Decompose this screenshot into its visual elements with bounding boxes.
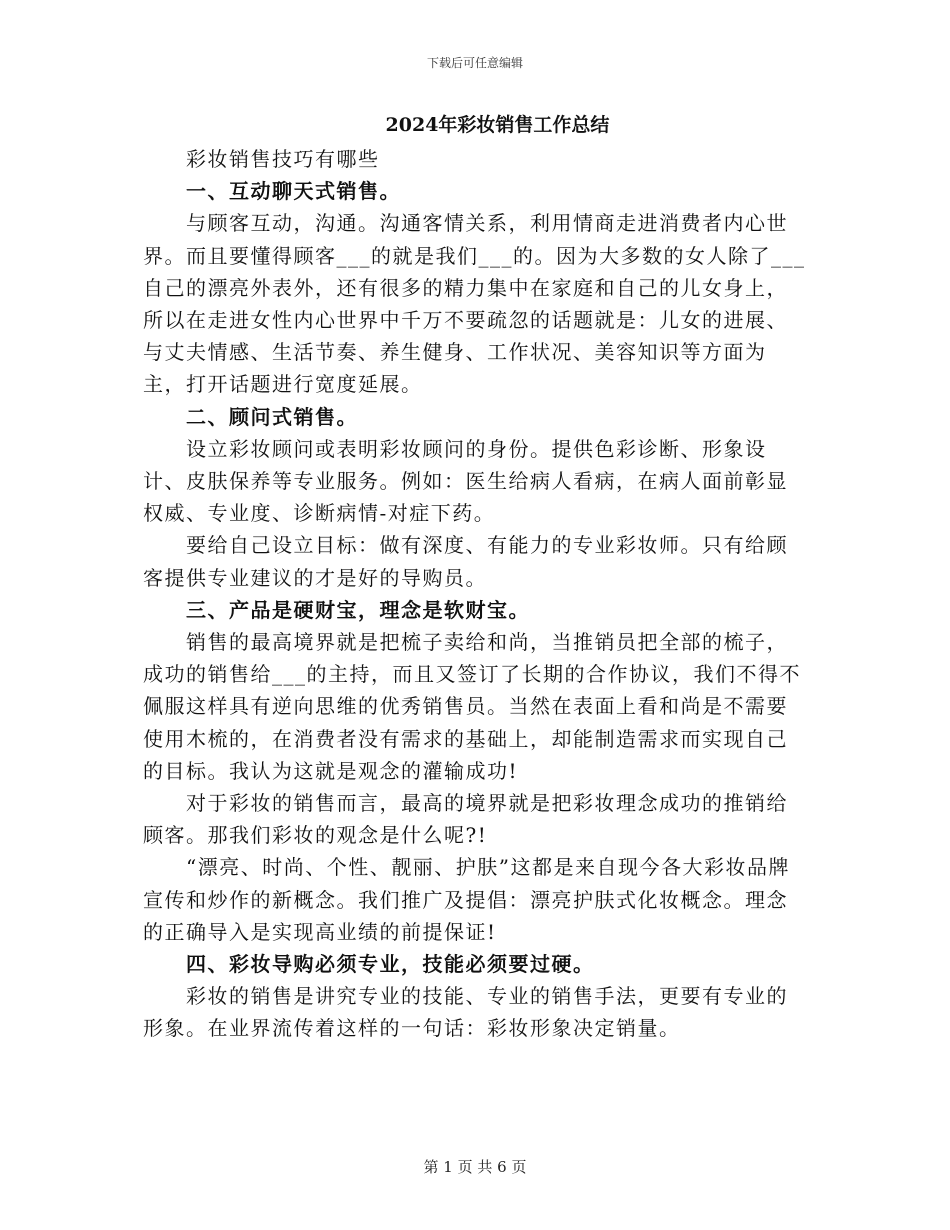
document-title: 2024年彩妆销售工作总结 (385, 114, 610, 136)
paragraph-intro: 彩妆销售技巧有哪些 (186, 147, 380, 171)
document-body (143, 143, 808, 1045)
page-footer: 第 1 页 共 6 页 (423, 1158, 527, 1176)
paragraph: 设立彩妆顾问或表明彩妆顾问的身份。提供色彩诊断、形象设计、皮肤保养等专业服务。例如：医生给病人看病，在病人面前彰显权威、专业度、诊断病情-对症下药。 (143, 436, 788, 526)
paragraph: 销售的最高境界就是把梳子卖给和尚，当推销员把全部的梳子，成功的销售给___的主持，而且又签订了长期的合作协议，我们不得不佩服这样具有逆向思维的优秀销售员。当然在表面上看和尚是不需要使用木梳的，在消费者没有需求的基础上，却能制造需求而实现自己的目标。我认为这就是观念的灌输成功! (143, 630, 801, 783)
paragraph: “漂亮、时尚、个性、靓丽、护肤”这都是来自现今各大彩妆品牌宣传和炒作的新概念。我们推广及提倡：漂亮护肤式化妆概念。理念的正确导入是实现高业绩的前提保证! (143, 855, 790, 944)
section-heading-1: 一、互动聊天式销售。 (186, 179, 401, 204)
paragraph: 要给自己设立目标：做有深度、有能力的专业彩妆师。只有给顾客提供专业建议的才是好的导购员。 (143, 533, 788, 590)
section-heading-2: 二、顾问式销售。 (186, 404, 358, 429)
paragraph: 对于彩妆的销售而言，最高的境界就是把彩妆理念成功的推销给顾客。那我们彩妆的观念是什么呢?! (143, 791, 788, 848)
paragraph: 彩妆的销售是讲究专业的技能、专业的销售手法，更要有专业的形象。在业界流传着这样的一句话：彩妆形象决定销量。 (143, 984, 788, 1041)
page-header: 下载后可任意编辑 (426, 56, 523, 70)
paragraph: 与顾客互动，沟通。沟通客情关系，利用情商走进消费者内心世界。而且要懂得顾客___的就是我们___的。因为大多数的女人除了___自己的漂亮外表外，还有很多的精力集中在家庭和自己的儿女身上，所以在走进女性内心世界中千万不要疏忽的话题就是：儿女的进展、与丈夫情感、生活节奏、养生健身、工作状况、美容知识等方面为主，打开话题进行宽度延展。 (143, 211, 806, 397)
section-heading-3: 三、产品是硬财宝，理念是软财宝。 (186, 597, 530, 622)
section-heading-4: 四、彩妆导购必须专业，技能必须要过硬。 (186, 952, 595, 977)
